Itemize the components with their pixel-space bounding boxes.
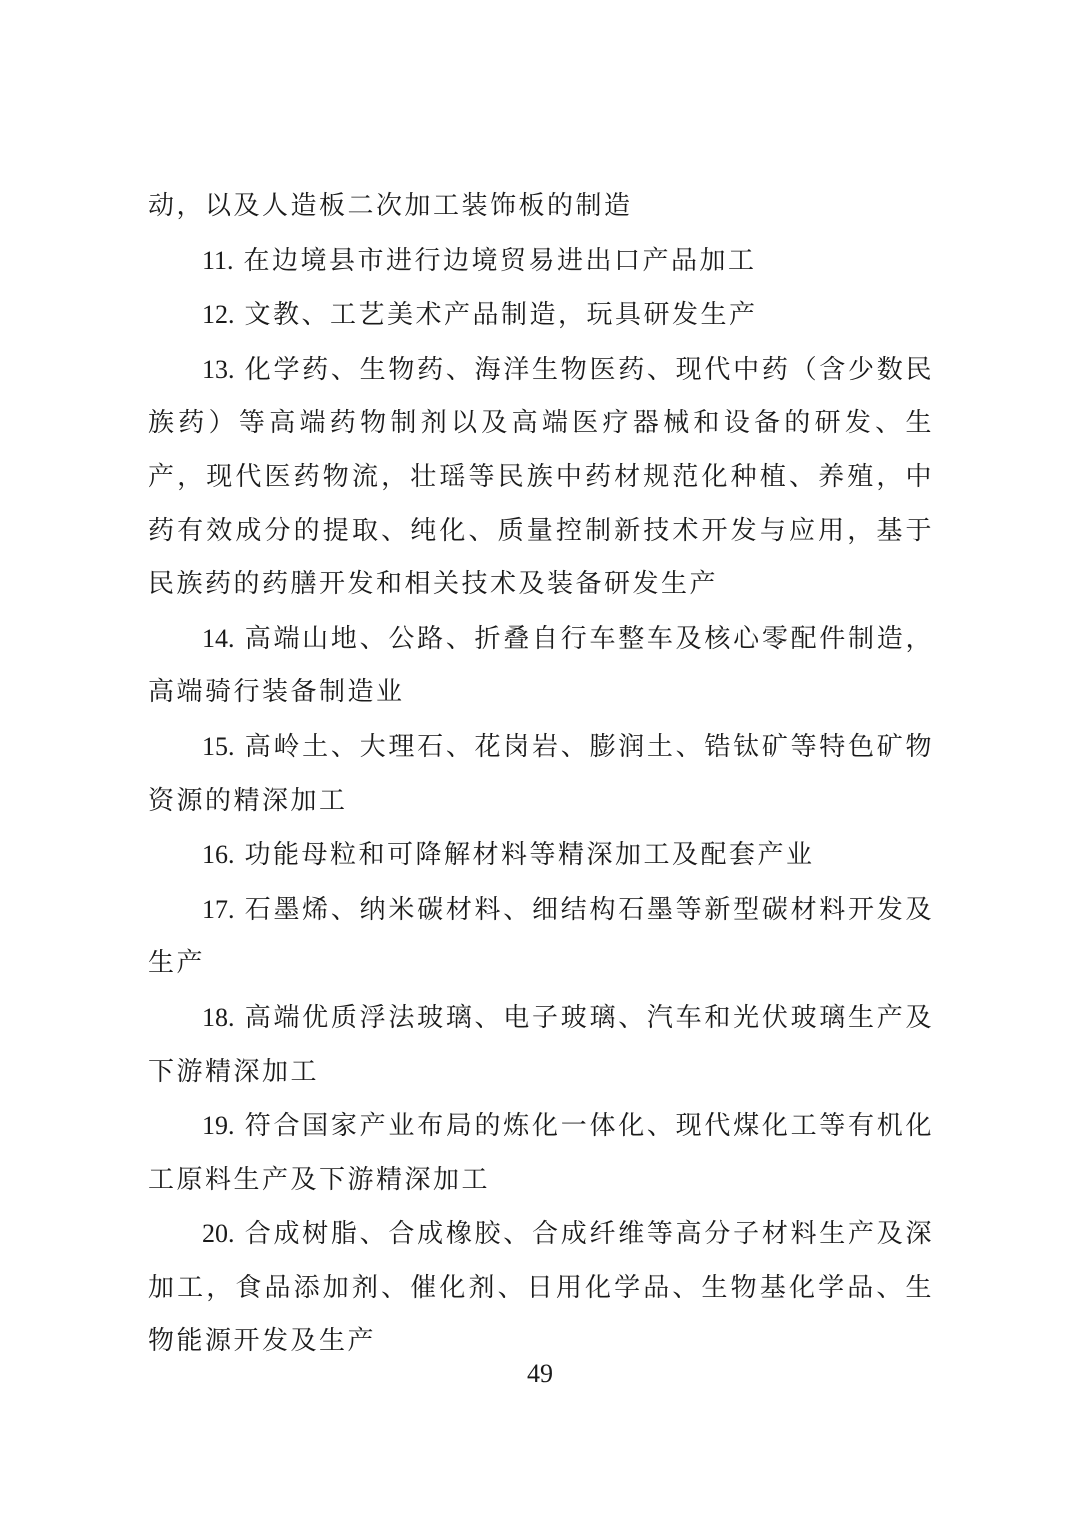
item-number: 19. [202, 1111, 235, 1141]
page-number: 49 [527, 1359, 553, 1388]
list-item-11 [148, 234, 934, 289]
item-text: 文教、工艺美术产品制造，玩具研发生产 [244, 300, 758, 331]
item-text: 功能母粒和可降解材料等精深加工及配套产业 [244, 840, 815, 871]
list-item-18 [148, 991, 934, 1099]
item-number: 13. [202, 354, 235, 384]
item-text: 合成树脂、合成橡胶、合成纤维等高分子材料生产及深加工，食品添加剂、催化剂、日用化学品、生物基化学品、生物能源开发及生产 [148, 1219, 934, 1357]
item-number: 17. [202, 894, 235, 924]
list-item-13 [148, 343, 934, 612]
item-text: 高端山地、公路、折叠自行车整车及核心零配件制造，高端骑行装备制造业 [148, 623, 934, 708]
item-text: 高岭土、大理石、花岗岩、膨润土、锆钛矿等特色矿物资源的精深加工 [148, 731, 934, 816]
item-text: 在边境县市进行边境贸易进出口产品加工 [243, 245, 757, 276]
item-number: 14. [202, 623, 235, 653]
item-number: 20. [202, 1219, 235, 1249]
item-text: 符合国家产业布局的炼化一体化、现代煤化工等有机化工原料生产及下游精深加工 [148, 1111, 934, 1195]
list-item-12 [148, 288, 934, 343]
continuation-paragraph: 动，以及人造板二次加工装饰板的制造 [148, 191, 633, 221]
item-number: 16. [202, 840, 235, 870]
document-body [148, 180, 934, 1369]
item-text: 高端优质浮法玻璃、电子玻璃、汽车和光伏玻璃生产及下游精深加工 [148, 1002, 934, 1087]
item-text: 化学药、生物药、海洋生物医药、现代中药（含少数民族药）等高端药物制剂以及高端医疗器械和设备的研发、生产，现代医药物流，壮瑶等民族中药材规范化种植、养殖，中药有效成分的提取、纯化、质量控制新技术开发与应用，基于民族药的药膳开发和相关技术及装备研发生产 [148, 354, 934, 600]
item-number: 12. [202, 300, 235, 330]
item-number: 18. [202, 1002, 235, 1032]
item-number: 11. [202, 245, 234, 275]
list-item-17 [148, 883, 934, 991]
list-item-14 [148, 612, 934, 720]
list-item-16 [148, 828, 934, 883]
item-number: 15. [202, 731, 235, 761]
item-text: 石墨烯、纳米碳材料、细结构石墨等新型碳材料开发及生产 [148, 894, 934, 979]
list-item-19 [148, 1099, 934, 1207]
list-item-20 [148, 1207, 934, 1369]
list-item-15 [148, 720, 934, 828]
